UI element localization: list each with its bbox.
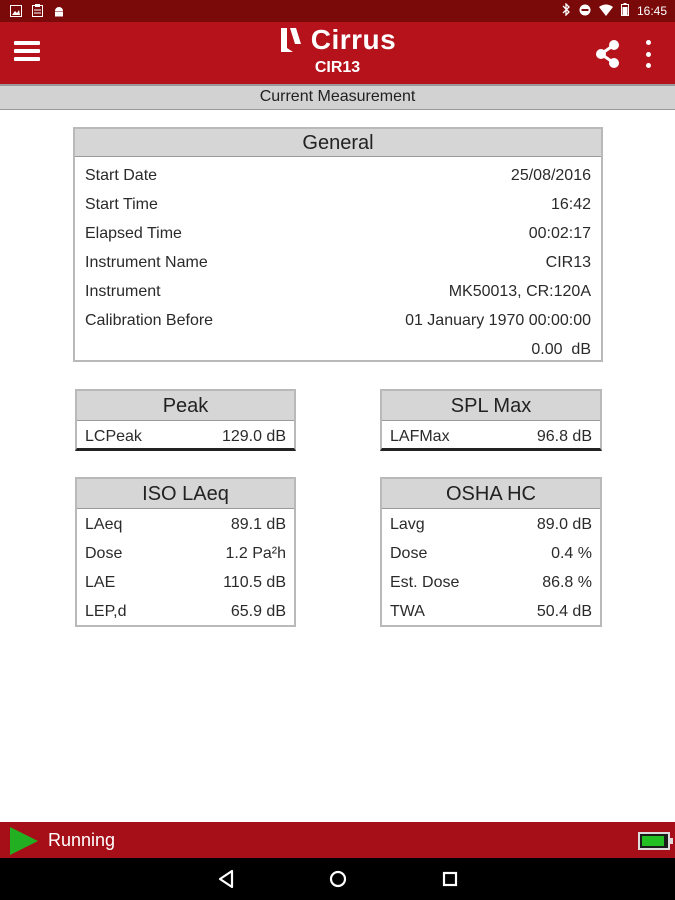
row-value: 01 January 1970 00:00:00 — [405, 312, 591, 329]
navigation-bar — [0, 858, 675, 900]
recents-icon[interactable] — [436, 866, 464, 892]
share-icon[interactable] — [592, 38, 624, 70]
row-label: LAFMax — [390, 428, 450, 445]
iso-laeq-row — [77, 539, 294, 568]
iso-laeq-row — [77, 568, 294, 597]
home-icon[interactable] — [324, 866, 352, 892]
row-value: 50.4 dB — [536, 603, 592, 620]
row-value: 16:42 — [550, 196, 591, 213]
iso-laeq-panel-title: ISO LAeq — [77, 479, 294, 509]
row-label: Lavg — [390, 516, 425, 533]
osha-hc-row — [382, 597, 600, 626]
osha-hc-row — [382, 539, 600, 568]
app-bar — [0, 22, 675, 84]
dnd-icon — [579, 4, 591, 19]
image-icon — [10, 4, 22, 22]
row-label: Calibration Before — [85, 312, 214, 329]
general-row — [75, 306, 601, 335]
general-row — [75, 277, 601, 306]
row-value: 00:02:17 — [528, 225, 591, 242]
iso-laeq-panel — [75, 477, 296, 627]
device-battery-icon — [638, 832, 670, 850]
row-label: LAeq — [85, 516, 123, 533]
spl-max-panel-title: SPL Max — [382, 391, 600, 421]
device-name: CIR13 — [314, 59, 361, 76]
brand-name: Cirrus — [310, 24, 397, 55]
battery-level-fill — [642, 836, 664, 846]
row-label: LEP,d — [85, 603, 127, 620]
iso-laeq-row — [77, 597, 294, 626]
row-value: 65.9 dB — [230, 603, 286, 620]
row-value: CIR13 — [545, 254, 591, 271]
general-row — [75, 248, 601, 277]
general-panel — [73, 127, 603, 362]
wifi-icon — [599, 4, 613, 19]
row-label: TWA — [390, 603, 425, 620]
play-icon[interactable] — [8, 826, 40, 856]
iso-laeq-row — [77, 510, 294, 539]
status-bar — [0, 0, 675, 22]
battery-icon — [621, 3, 629, 19]
general-row — [75, 161, 601, 190]
spl-max-row — [382, 422, 600, 451]
row-label: Est. Dose — [390, 574, 460, 591]
status-bar-notifications — [10, 4, 65, 22]
peak-panel — [75, 389, 296, 451]
more-options-icon[interactable] — [640, 40, 656, 68]
back-icon[interactable] — [212, 866, 240, 892]
row-value: 129.0 dB — [221, 428, 286, 445]
row-value: 0.00 dB — [531, 341, 591, 358]
general-row — [75, 190, 601, 219]
general-row — [75, 219, 601, 248]
row-label: LAE — [85, 574, 116, 591]
brand — [0, 24, 675, 77]
row-label: Instrument Name — [85, 254, 208, 271]
peak-row — [77, 422, 294, 451]
row-label: Instrument — [85, 283, 161, 300]
general-row — [75, 335, 601, 364]
row-label: Dose — [85, 545, 123, 562]
status-bar-system — [562, 3, 667, 19]
row-value: 25/08/2016 — [510, 167, 591, 184]
run-status-label: Running — [48, 830, 116, 850]
osha-hc-row — [382, 568, 600, 597]
row-label: Start Date — [85, 167, 158, 184]
row-value: 89.1 dB — [230, 516, 286, 533]
android-icon — [53, 4, 65, 22]
row-label: Dose — [390, 545, 428, 562]
osha-hc-panel-title: OSHA HC — [382, 479, 600, 509]
row-value: 86.8 % — [542, 574, 592, 591]
row-value: 89.0 dB — [536, 516, 592, 533]
general-panel-title: General — [75, 129, 601, 157]
clipboard-icon — [32, 4, 43, 22]
peak-panel-title: Peak — [77, 391, 294, 421]
cirrus-logo-icon — [279, 26, 307, 54]
status-time: 16:45 — [636, 4, 667, 18]
row-value: 110.5 dB — [223, 574, 286, 591]
row-label: Start Time — [85, 196, 158, 213]
spl-max-panel — [380, 389, 602, 451]
row-value: 96.8 dB — [536, 428, 592, 445]
logo — [279, 24, 396, 56]
row-value: MK50013, CR:120A — [448, 283, 591, 300]
run-status-bar — [0, 822, 675, 858]
osha-hc-row — [382, 510, 600, 539]
row-label: LCPeak — [85, 428, 142, 445]
osha-hc-panel — [380, 477, 602, 627]
row-value: 0.4 % — [551, 545, 592, 562]
section-title: Current Measurement — [0, 84, 675, 110]
bluetooth-icon — [562, 3, 571, 19]
row-value: 1.2 Pa²h — [225, 545, 286, 562]
row-label: Elapsed Time — [85, 225, 182, 242]
